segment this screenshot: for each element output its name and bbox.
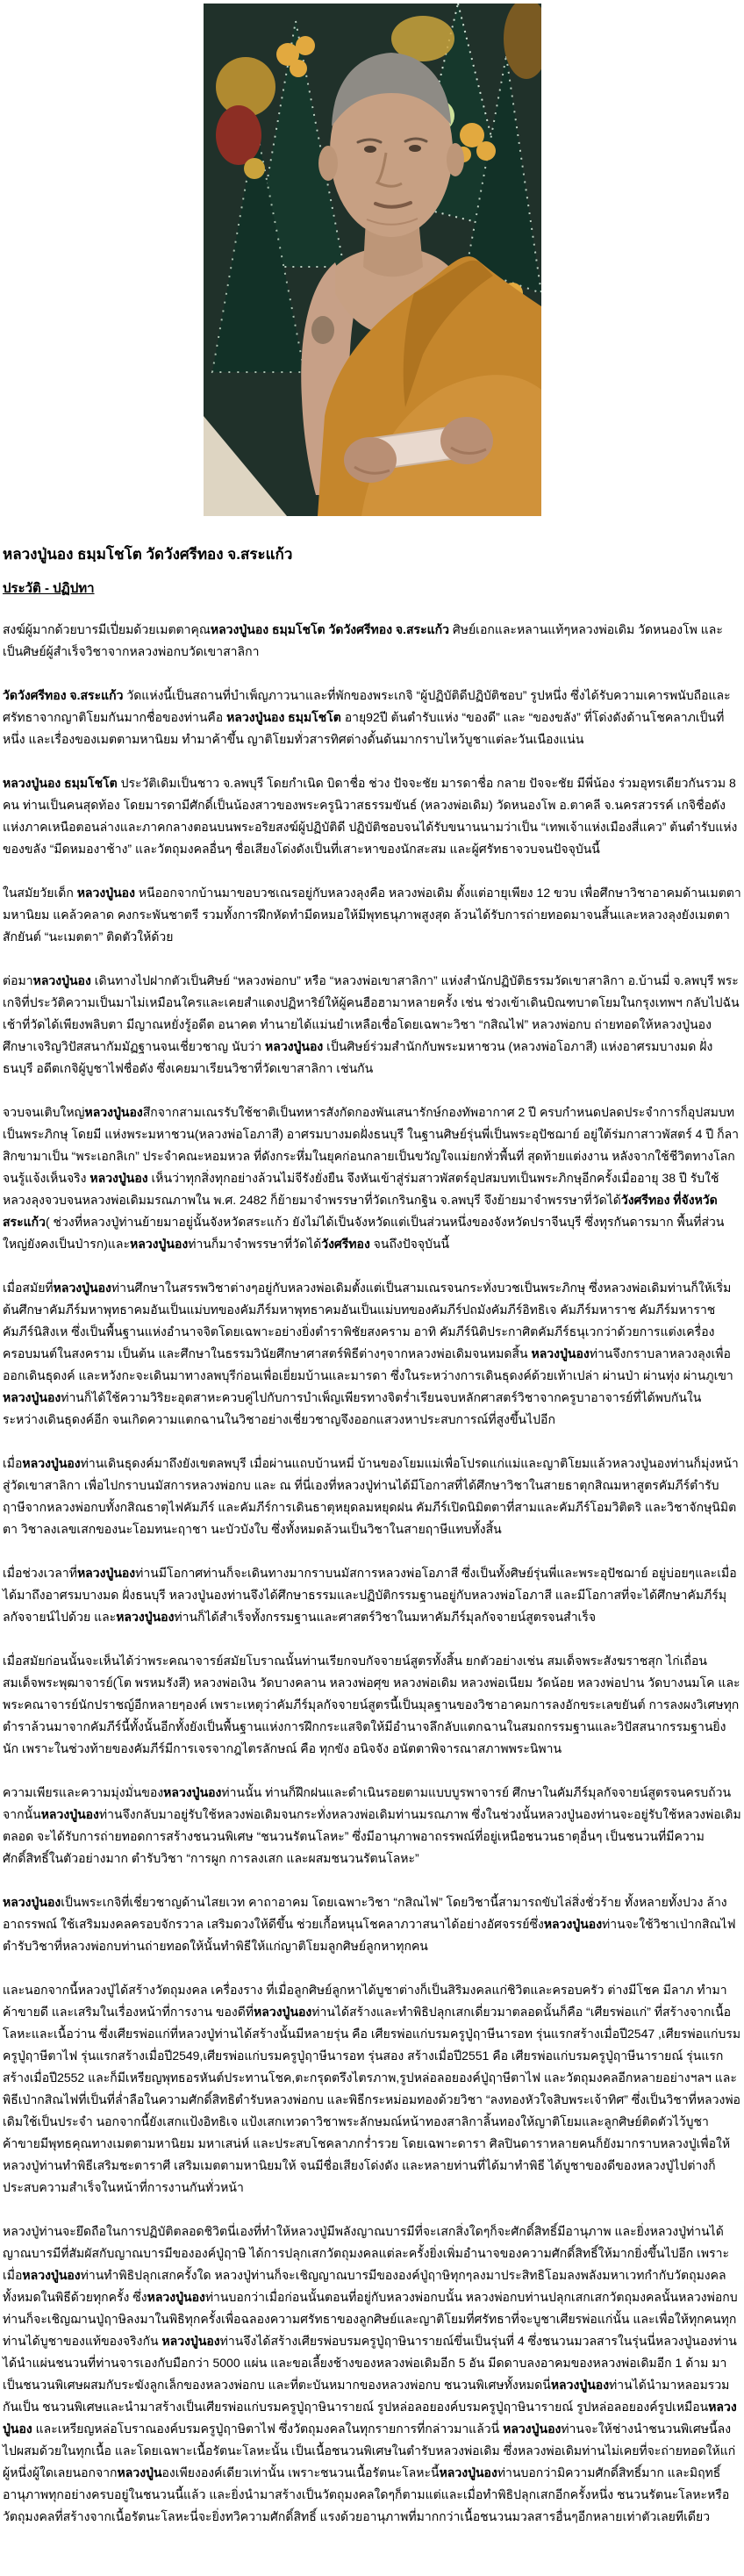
text-segment: ท่านได้สร้างและทำพิธิปลุกเสกเดี่ยวมาตลอดนั้นก็คือ “เศียรพ่อแก่” ที่สร้างจากเนื้อโลหะและเนื้อว่าน ซึ่งเศียรพ่อแก่ที่หลวงปู่ท่านได้สร้างนั้นมีหลายรุ่น คือ เศียรพ่อแก่บรมครูปู่ฤาษีนารอท รุ่นแรกสร้างเมื่อปี2547 ,เศียรพ่อแก่บรมครูปู่ฤาษีตาไฟ รุ่นแรกสร้างเมื่อปี2549,เศียรพ่อแก่บรมครูปู่ฤาษีนารอท รุ่นสอง สร้างเมื่อปี2551 คือ เศียรพ่อแก่บรมครูปู่ฤาษีนารายณ์ รุ่นแรกสร้างเมื่อปี2552 และก็มีเหรียญพุทธอรหันต์ประทานโชค,ตะกรุดตรึงไตรภาพ,รูปหล่อลอยองค์ปู่ฤาษีตาไฟ และวัตถุมงคลอีกหลายอย่างฯลฯ และพิธีเป่ากสิณไฟที่เป็นที่ล่ำลือในความศักดิ์สิทธิตำรับหลวงพ่อกบ และพิธีกระหม่อมทองด้วยวิชา “ลงทองหัวใจสิบพระเจ้าทิศ” ซึ่งเป็นวิชาที่หลวงพ่อเดิมใช้เป็นประจำ นอกจากนี้ยังเสกแป้งอิทธิเจ แป้งเสกเทวดาวิชาพระลักษมณ์หน้าทองสาลิกาลิ้นทองให้ญาติโยมและลูกศิษย์ติดตัวไว้บูชาค้าขายมีพุทธคุณทางเมตตามหานิยม มหาเสน่ห์ และประสบโชคลาภกร่ำรวย โดยเฉพาะดารา ศิลปินดาราหลายคนก็ยังมากราบหลวงปู่เพื่อให้หลวงปู่ท่านทำพิธีเสริมชะตาราศี เสริมเมตตามหานิยมให้ จนมีชื่อเสียงโด่งดัง และหลายท่านที่ได้มาทำพิธี ได้บูชาของดีของหลวงปู่ไปต่างก็ประสบความสำเร็จในหน้าที่การงานกันทั่วหน้า xyxy=(3,2004,741,2194)
text-segment: ศิษย์เอกและหลานแท้ๆหลวงพ่อเดิม วัดหนองโพ และเป็นศิษย์ผู้สำเร็จวิชาจากหลวงพ่อกบวัดเขาสาลิกา xyxy=(3,621,723,658)
text-segment: หลวงปู่ท่านจะยึดถือในการปฏิบัติตลอดชิวิตนี่เองที่ทำให้หลวงปู่มีพลังญาณบารมีที่จะเสกสิ่งใดๆก็จะศักดิ์สิทธิ์มีอานุภาพ และยิ่งหลวงปู่ท่านได้ญาณบารมีที่สัมผัสกับญาณบารมีขององค์ปู่ฤาษิ ได้การปลุกเสกวัตถุมงคลแต่ละครั้งยิ่งเพิ่มอำนาจของความศักดิ์สิทธิ์ให้มากยิ่งขึ้นไปอีก เพราะเมื่อ xyxy=(3,2223,730,2282)
text-segment: จนถึงปัจจุบันนี้ xyxy=(369,1236,450,1251)
paragraph xyxy=(3,882,741,948)
bold-text-segment: หลวงปู่นอง xyxy=(503,2421,562,2436)
text-segment: วัดแห่งนี้เป็นสถานที่บำเพ็ญภาวนาและที่พักของพระเกจิ “ผู้ปฏิบัติดีปฏิบัติชอบ” รูปหนึ่ง ซึ่งได้รับความเคารพนับถือและศรัทธาจากญาติโยมกันมากชื่อของท่านคือ xyxy=(3,687,731,724)
text-segment: ท่านบอกว่าเมื่อก่อนนั้นตอนที่อยู่กับหลวงพ่อกบนั้น หลวงพ่อกบท่านปลุกเสกเสกวัตถุมงคลนั้นหลวงพ่อกบท่านก็จะเชิญฌานปู่ฤาษิลงมาในพิธิทุกครั้งเพื่อฉลองความศรัทธาของลูกศิษย์และญาติโยมที่ศรัทธาที่จะบูชาเศียรพ่อแก่นั้น และเพื่อให้ทุกคนทุกท่านได้บูชาของแท้ของจริงกัน xyxy=(3,2289,738,2348)
bold-text-segment: หลวงปู่นอง xyxy=(254,2004,312,2019)
text-segment: ท่านเดินธุดงค์มาถึงยังเขตลพบุรี เมื่อผ่านแถบบ้านหมี่ บ้านของโยมแม่เพื่อโปรดแก่แม่และญาติโยมแล้วหลวงปู่นองท่านก็มุ่งหน้าสู่วัดเขาสาลิกา เพื่อไปกราบนมัสการหลวงพ่อกบ และ ณ ที่นี่เองที่หลวงปู่ท่านได้มีโอกาสที่ได้ศึกษาวิชาในสายธาตุกสิณมหาสูตรคัมภีร์ตำรับฤาษีจากหลวงพ่อกบทั้งกสิณธาตุไฟคัมภีร์ และคัมภีร์การเดินธาตุหยุดลมหยุดฝน คัมภีร์เปิดนิมิตตาที่สามและคัมภีร์โอมวิติตริ และวิชาจักษุนิมิตตา วิชาลงเลขเสกของนะโอมทนะฤาชา นะบัวบังใบ ซึ่งทั้งหมดล้วนเป็นวิชาในสายฤาษีแทบทั้งสิ้น xyxy=(3,1455,739,1536)
bold-text-segment: หลวงปู่นอง xyxy=(22,1455,81,1470)
text-segment: ท่านจึงกลับมาอยู่รับใช้หลวงพ่อเดิมจนกระทั่งหลวงพ่อเดิมท่านมรณภาพ ซึ่งในช่วงนั้นหลวงปู่นองท่านจะอยู่รับใช้หลวงพ่อเดิมตลอด จะได้รับการถ่ายทอดการสร้างชนวนพิเศษ “ชนวนรัตนโลหะ” ซึ่งมีอานุภาพอาถรรพณ์ที่อยู่เหนือชนวนธาตุอื่นๆ เป็นชนวนที่มีความศักดิ์สิทธิ์ในตัวอย่างมาก ตำรับวิชา “การผูก การลงเสก และผสมชนวนรัตนโลหะ” xyxy=(3,1806,741,1865)
text-segment: จวบจนเติบใหญ่ xyxy=(3,1104,85,1119)
text-segment: เดินทางไปฝากตัวเป็นศิษย์ “หลวงพ่อกบ” หรือ “หลวงพ่อเขาสาลิกา” แห่งสำนักปฏิบัติธรรมวัดเขาสาลิกา อ.บ้านมี่ จ.ลพบุรี พระเกจิที่ประวัติความเป็นมาไม่เหมือนใครและเคยสำแดงปฏิหาริย์ให้ผู้คนฮือฮามาหลายครั้ง เช่น ช่วงเข้าเดินบิณฑบาตโยมในกรุงเทพฯ กลับไปฉันเช้าที่วัดได้เพียงพลิบตา มีญาณหยั่งรู้อดีต อนาคต ทำนายได้แม่นยำเหลือเชื่อโดยเฉพาะวิชา “กสิณไฟ” หลวงพ่อกบ ถ่ายทอดให้หลวงปู่นองศึกษาเจริญวิปัสสนากัมมัฏฐานจนเชี่ยวชาญ นับว่า xyxy=(3,972,740,1053)
bold-text-segment: หลวงปู่นอง xyxy=(130,1236,189,1251)
bold-text-segment: หลวงปู่นอง xyxy=(161,2333,220,2348)
paragraph xyxy=(3,1277,741,1431)
bold-text-segment: หลวงปู่นอง xyxy=(40,1806,99,1821)
text-segment: ความเพียรและความมุ่งมั่นของ xyxy=(3,1784,164,1799)
bold-text-segment: วังศรีทอง xyxy=(321,1236,370,1251)
text-segment: ท่านได้นำมาหลอมรวมกันเป็น ชนวนพิเศษและนำมาสร้างเป็นเศียรพ่อแก่บรมครูปู่ฤาษินารายณ์ รูปหล่อลอยองค์บรมครูปู่ฤาษินารายณ์ รูปหล่อลอยองค์รูปเหมือน xyxy=(3,2377,730,2414)
bold-text-segment: หลวงปู่นอง xyxy=(163,1784,222,1799)
bold-text-segment: วัดวังศรีทอง จ.สระแก้ว xyxy=(3,687,124,702)
bold-text-segment: หลวงปู่นอง xyxy=(543,1916,603,1931)
text-segment: ท่านก็ได้ใช้ความวิริยะอุตสาหะควบคู่ไปกับการบำเพ็ญเพียรทางจิตร่ำเรียนจบหลักศาสตร์วิชาจากครูบาอาจารย์ที่ได้พบกันในระหว่างเดินธุดงค์อีก จนเกิดความแตกฉานในวิชาอย่างเชี่ยวชาญจึงออกแสวงหาประสบการณ์ที่สูงขึ้นไปอีก xyxy=(3,1389,702,1426)
text-segment: อายุ92ปี ต้นตำรับแห่ง “ของดี” และ “ของขลัง” ที่โด่งดังด้านโชคลาภเป็นที่หนึ่ง และเรื่องของเมตตามหานิยม ทำมาค้าขึ้น ญาติโยมทั่วสารทิศต่างดั้นด้นมากราบไหว้บูชาแต่ละวันเนืองแน่น xyxy=(3,709,725,746)
text-segment: เมื่อช่วงเวลาที่ xyxy=(3,1565,77,1580)
paragraph xyxy=(3,1979,741,2199)
paragraph xyxy=(3,1650,741,1760)
text-segment: ในสมัยวัยเด็ก xyxy=(3,885,77,900)
page-title: หลวงปู่นอง ธมฺมโชโต วัดวังศรีทอง จ.สระแก้ว xyxy=(3,546,293,563)
paragraph xyxy=(3,772,741,860)
bold-text-segment: หลวงปู่นอง ธมฺมโชโต xyxy=(3,775,118,790)
paragraph xyxy=(3,1562,741,1628)
text-segment: ท่านบอกว่ามิความศักดิ์สิทธิ์มาก และมิฤทธิ์อานุภาพทุกอย่างครบอยู่ในชนวนนี้แล้ว และยิ่งนำมาสร้างเป็นวัตถุมงคลใดๆก็ตามแต่และเมื่อทำพิธิปลุกเสกอีกครั้งหนึ่ง ชนวนรัตนะโลหะหรือวัตถุมงคลที่สร้างจากเนื้อรัตนะโลหะนี่จะยิ่งทวิความศักดิ์สิทธิ์ แรงด้วยอานุภาพที่มากกว่าเนื้อชนวนมวลสารอื่นๆอีกหลายเท่าตัวเลยทีเดียว xyxy=(3,2465,730,2523)
paragraph xyxy=(3,1453,741,1540)
paragraph xyxy=(3,619,741,663)
monk-portrait-photo xyxy=(204,4,541,516)
bold-text-segment: หลวงปู่นอง xyxy=(76,885,135,900)
bold-text-segment: หลวงปู่นอง ธมฺมโชโต xyxy=(226,709,341,724)
text-segment: สึกจากสามเณรรับใช้ชาติเป็นทหารสังกัดกองพันเสนารักษ์กองทัพอากาศ 2 ปี ครบกำหนดปลดประจำการก็อุปสมบทเป็นพระภิกษุ โดยมี แห่งพระมหาชวน(หลวงพ่อโอภาสี) อาศรมบางมดฝั่งธนบุรี ในฐานศิษย์รุ่นพี่เป็นพระอุปัชฌาย์ อยู่ใต้ร่มกาสาวพัสตร์ 4 ปี ก็ลาสิกขามาเป็น “พระเอกลิเก” ประจำคณะหอมหวล ที่ดังกระหึ่มในยุคก่อนกลายเป็นขวัญใจแม่ยกทั่วพื้นที่ สุดท้ายแต่งงาน หลังจากใช้ชีวิตทางโลกจนรู้แจ้งเห็นจริง xyxy=(3,1104,740,1185)
monk-portrait-illustration xyxy=(204,4,541,516)
text-segment: ท่านจึงได้สร้างเศียรพ่อบรมครูปู่ฤาษินารายณ์ขึ่นเป็นรุ่นที่ 4 ซึ่งชนวนมวลสารในรุ่นนี่หลวงปู่นองท่านได้นำแผ่นชนวนที่ท่านจารเองกับมือกว่า 5000 แผ่น และขอเลี้ยงช้างของหลวงพ่อเดิมอีก 5 อัน มีดดาบลงอาคมของหลวงพ่อเดิมอีก 1 ด้าม มาเป็นชนวนพิเศษผสมกับระฆังลูกเล็กของหลวงพ่อกบ และที่ตะบันหมากของหลวงพ่อกบ ชนวนพิเศษทั้งหมดนี่ xyxy=(3,2333,737,2392)
text-segment: ต่อมา xyxy=(3,972,33,987)
text-segment: ( ช่วงที่หลวงปู่ท่านย้ายมาอยู่นั้นจังหวัดสระแก้ว ยังไม่ได้เป็นจังหวัดแต่เป็นส่วนหนึ่งของจังหวัดปราจีนบุรี ซึ่งทุรกันดารมาก พื้นที่ส่วนใหญ่ยังคงเป็นป่ารก)และ xyxy=(3,1214,725,1251)
text-segment: ท่านก็มาจำพรรษาที่วัดได้ xyxy=(188,1236,322,1251)
paragraph xyxy=(3,1782,741,1869)
bold-text-segment: หลวงปู่นอง ธมฺมโชโต วัดวังศรีทอง จ.สระแก้ว xyxy=(210,621,449,636)
bold-text-segment: หลวงปู่น xyxy=(117,2465,162,2479)
paragraph xyxy=(3,2221,741,2528)
article-body xyxy=(3,619,741,2528)
text-segment: และเหรียญหล่อโบราณองค์บรมครูปู่ฤาษิตาไฟ ซึ่งวัตถุมงคลในทุกรายการที่กล่าวมาแล้วนี่ xyxy=(32,2421,504,2436)
bold-text-segment: หลวงปู่นอง xyxy=(3,1894,61,1909)
text-segment: ท่านจะให้ช่างนำชนวนพิเศษนี้ลงไปผสมด้วยในทุกเนื้อ และโดยเฉพาะเนื้อรัตนะโลหะนั้น เป็นเนื้อชนวนพิเศษในตำรับหลวงพ่อเดิม ซึ่งหลวงพ่อเดิมท่านไม่เคยที่จะถ่ายทอดให้แก่ผู้หนึ่งผู้ใดเลยนอกจาก xyxy=(3,2421,736,2479)
bold-text-segment: หลวงปู่นอง xyxy=(32,972,91,987)
bold-text-segment: หลวงปู่นอง xyxy=(531,1345,590,1360)
text-segment: เห็นว่าทุกสิ่งทุกอย่างล้วนไม่จีรังยั่งยืน จึงหันเข้าสู่ร่มสาวพัสตร์อุปสมบทเป็นพระภิกษุอีกครั้งเมื่ออายุ 38 ปี รับใช้หลวงลุงจวบจนหลวงพ่อเดิมมรณภาพใน พ.ศ. 2482 ก็ย้ายมาจำพรรษาที่วัดเกรินกฐิน จ.ลพบุรี จึงย้ายมาจำพรรษาที่วัดได้ xyxy=(3,1170,719,1207)
text-segment: ท่านจะใช้วิชาเป่ากสิณไฟ ตำรับวิชาที่หลวงพ่อกบท่านถ่ายทอดให้นั้นทำพิธีให้แก่ญาติโยมลูกศิษย์ลูกหาทุกคน xyxy=(3,1916,736,1953)
bold-text-segment: หลวงปู่นอง xyxy=(53,1280,111,1295)
bold-text-segment: หลวงปู่นอง xyxy=(265,1038,324,1053)
text-segment: องเพียงองค์เดียวเท่านั้น เพราะชนวนเนื้อรัตนะโลหะนี้ xyxy=(161,2465,440,2479)
text-segment: และนอกจากนี้หลวงปู่ได้สร้างวัตถุมงคล เครื่องราง ที่เมื่อลูกศิษย์ลูกหาได้บูชาต่างก็เป็นสิริมงคลแก่ชิวิตและครอบครัว ต่างมีโชค มีลาภ ทำมาค้าขายดี และเสริมในเรื่องหน้าที่การงาน ของดีที่ xyxy=(3,1982,727,2019)
bold-text-segment: หลวงปู่นอง xyxy=(76,1565,136,1580)
text-segment: ท่านจึงกราบลาหลวงลุงเพื่อออกเดินธุดงค์ และหวังกะจะเดินมาทางลพบุรีก่อนเพื่อเยี่ยมบ้านและมารดา ซึ่งในระหว่างการเดินธุดงค์ด้วยเท้าเปล่า ผ่านป่า ผ่านทุ่ง ผ่านภูเขา xyxy=(3,1345,733,1382)
bold-text-segment: หลวงปู่นอง xyxy=(439,2465,497,2479)
text-segment: หนีออกจากบ้านมาขอบวชเณรอยู่กับหลวงลุงคือ หลวงพ่อเดิม ตั้งแต่อายุเพียง 12 ขวบ เพื่อศึกษาวิชาอาคมด้านเมตตามหานิยม แคล้วคลาด คงกระพันชาตรี รวมทั้งการฝึกหัดทำมีดหมอให้มีพุทธนุภาพสูงสุด ล้วนได้รับการถ่ายทอดมาจนสิ้นและหลวงลุงยังเมตตาสักยันต์ “นะเมตตา” ติดตัวให้ด้วย xyxy=(3,885,741,944)
bold-text-segment: หลวงปู่นอง xyxy=(147,2289,205,2304)
bold-text-segment: หลวงปู่นอง xyxy=(550,2377,610,2392)
text-segment: ท่านมีโอกาศท่านก็จะเดินทางมากราบนมัสการหลวงพ่อโอภาสี ซึ่งเป็นทั้งศิษย์รุ่นพี่และพระอุปัชฌาย์ อยู่บ่อยๆและเมื่อได้มาถึงอาศรมบางมด ฝั่งธนบุรี หลวงปู่นองท่านจึงได้ศึกษาธรรมและปฏิบัติกรรมฐานอยู่กับหลวงพ่อโอภาสี และมีโอกาสที่จะได้ศึกษาคัมภีร์มุลกัจจายน์ไปด้วย และ xyxy=(3,1565,737,1624)
bold-text-segment: หลวงปู่นอง xyxy=(116,1609,175,1624)
text-segment: ท่านศึกษาในสรรพวิชาต่างๆอยู่กับหลวงพ่อเดิมตั้งแต่เป็นสามเณรจนกระทั่งบวชเป็นพระภิกษุ ซึ่งหลวงพ่อเดิมท่านก็ให้เริ่มต้นศึกษาคัมภีร์มหาพุทธาคมอันเป็นแม่บทของคัมภีร์มหาพุทธาคมอันเป็นแม่บทของคัมภีร์ปถมังคัมภีร์อิทธิเจ คัมภีร์มหาราช คัมภีร์มหาราช คัมภีร์นิสิงเห ซึ่งเป็นพื้นฐานแห่งอำนาจจิตโดยเฉพาะอย่างยิ่งตำราพิชัยสงคราม อาทิ คัมภีร์นิติประกาศิตคัมภีร์ธนุเวกว่าด้วยการแต่งเครื่องครอบมนต์ในสงคราม เป็นต้น และศึกษาในธรรมวินัยศึกษาศาสตร์พิธีต่างๆจากหลวงพ่อเดิมจนหมดสิ้น xyxy=(3,1280,732,1360)
bold-text-segment: หลวงปู่นอง xyxy=(89,1170,148,1185)
text-segment: สงฆ์ผู้มากด้วยบารมีเปี่ยมด้วยเมตตาคุณ xyxy=(3,621,211,636)
bold-text-segment: หลวงปู่นอง xyxy=(3,1389,61,1404)
section-heading: ประวัติ - ปฏิปทา xyxy=(3,580,95,596)
bold-text-segment: หลวงปู่นอง xyxy=(22,2267,81,2282)
paragraph xyxy=(3,1101,741,1255)
text-segment: เป็นศิษย์ร่วมสำนักกับพระมหาชวน (หลวงพ่อโอภาสี) แห่งอาศรมบางมด ฝั่งธนบุรี อดีตเกจิผู้บูชาไฟชื่อดัง ซึ่งเคยมาเรียนวิชาที่วัดเขาสาลิกา เช่นกัน xyxy=(3,1038,713,1075)
bold-text-segment: วังศรีทอง ที่จังหวัดสระแก้ว xyxy=(3,1192,718,1229)
paragraph xyxy=(3,970,741,1080)
text-segment: เมื่อสมัยก่อนนั้นจะเห็นได้ว่าพระคณาจารย์สมัยโบราณนั้นท่านเรียกจบกัจจายน์สูตรทั้งสิ้น ยกตัวอย่างเช่น สมเด็จพระสังฆราชสุก ไก่เถื่อน สมเด็จพระพุฒาจารย์(โต พรหมรังสี) หลวงพ่อเงิน วัดบางคลาน หลวงพ่อศุข หลวงพ่อเดิม หลวงพ่อเนียม วัดน้อย หลวงพ่อปาน วัดบางนมโค และพระคณาจารย์นักปราชญ์อีกหลายๆองค์ เพราะเหตุว่าคัมภีร์มุลกัจจายน์สูตรนี้เป็นมุลฐานของวิชาอาคมการลงอักขระเลขยันต์ การลงผงวิเศษทุกตำราล้วนมาจากคัมภีร์นี้ทั้งนั้นอีกทั้งยังเป็นพื้นฐานแห่งการฝึกกระแสจิตให้มีอำนาจลึกลับแตกฉานในสมถกรรมฐานและวิปัสสนากรรมฐานยิ่งนัก เพราะในช่วงท้ายของคัมภีร์มีการเจรจากฎไตรลักษณ์ คือ ทุกขัง อนิจจัง อนัตตาพิจารณาสภาพพระนิพาน xyxy=(3,1653,740,1755)
text-segment: เมื่อ xyxy=(3,1455,23,1470)
text-segment: ประวัติเดิมเป็นชาว จ.ลพบุรี โดยกำเนิด บิดาชื่อ ช่วง ปัจจะชัย มารดาชื่อ กลาย ปัจจะชัย มีพี่น้อง ร่วมอุทรเดียวกันรวม 8 คน ท่านเป็นคนสุดท้อง โดยมารดามีศักดิ์เป็นน้องสาวของพระครูนิวาสธรรมขันธ์ (หลวงพ่อเดิม) วัดหนองโพ อ.ตาคลี จ.นครสวรรค์ เกจิชื่อดังแห่งภาคเหนือตอนล่างและภาคกลางตอนบนพระอริยสงฆ์ผู้ปฏิบัติดี ปฏิบัติชอบจนได้รับขนานนามว่าเป็น “เทพเจ้าแห่งเมืองสี่แคว” ต้นตำรับแห่งของขลัง “มีดหมองาช้าง” และวัตถุมงคลอื่นๆ ชื่อเสียงโด่งดังเป็นที่เสาะหาของนักสะสม และผู้ศรัทธาจวบจนปัจจุบันนี้ xyxy=(3,775,738,856)
text-segment: ท่านทำพิธิปลุกเสกครั้งใด หลวงปู่ท่านก็จะเชิญญาณบารมีขององค์ปู่ฤาษิทุกๆลงมาประสิทธิโอมลงพลังมหาเวทกำกับวัตถุมงคลทั้งหมดในพิธีด้วยทุกครั้ง ซึ่ง xyxy=(3,2267,726,2304)
text-segment: ท่านนั้น ท่านก็ฝึกฝนและดำเนินรอยตามแบบบูรพาจารย์ ศึกษาในคัมภีร์มุลกัจจายน์สูตรจนครบถ้วน จากนั้น xyxy=(3,1784,732,1821)
paragraph xyxy=(3,685,741,750)
text-segment: เป็นพระเกจิที่เชี่ยวชาญด้านไสยเวท คาถาอาคม โดยเฉพาะวิชา “กสิณไฟ” โดยวิชานี้สามารถขับไล่สิ่งชั่วร้าย ทั้งหลายทั้งปวง ล้างอาถรรพณ์ ใช้เสริมมงคลครอบจักรวาล เสริมดวงให้ดีขึ้น ช่วยเกื้อหนุนโชคลาภวาสนาได้อย่างอัศจรรย์ซึ่ง xyxy=(3,1894,727,1931)
text-segment: เมื่อสมัยที่ xyxy=(3,1280,54,1295)
bold-text-segment: หลวงปู่นอง xyxy=(84,1104,143,1119)
text-segment: ท่านก็ได้สำเร็จทั้งกรรมฐานและศาสตร์วิชาในมหาคัมภีร์มุลกัจจายน์สูตรจนสำเร็จ xyxy=(174,1609,597,1624)
paragraph xyxy=(3,1891,741,1957)
bold-text-segment: หลวงปู่นอง xyxy=(3,2399,737,2436)
